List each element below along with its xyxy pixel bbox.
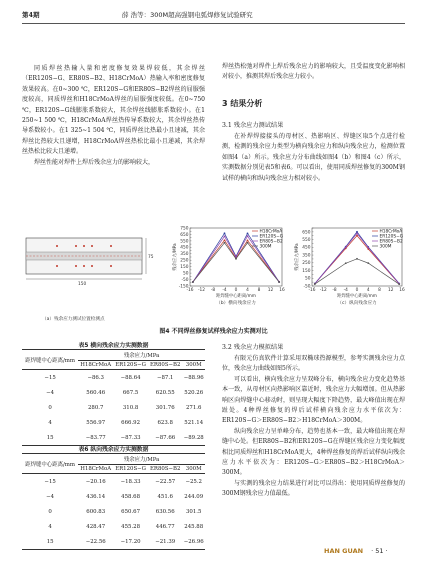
table-row — [22, 519, 205, 534]
table6-col: H18CrMoA — [80, 466, 112, 472]
y-tick-label: -50 — [181, 277, 189, 283]
table-cell: −87.66 — [155, 434, 176, 441]
table-cell: 4 — [48, 419, 52, 426]
table6-col: ER80S−B2 — [149, 466, 181, 472]
figure-4-svg — [22, 224, 405, 324]
table-cell: 446.77 — [155, 523, 175, 530]
table5-caption: 表5 横向残余应力实测数据 — [78, 343, 149, 349]
table-cell: 436.14 — [86, 493, 106, 500]
sample-width-label: 75 — [148, 255, 154, 260]
right-column-lower — [222, 354, 405, 500]
table-cell: 455.28 — [121, 523, 141, 530]
table-cell: 620.55 — [155, 389, 175, 396]
table-cell: −87.33 — [120, 434, 141, 441]
y-tick-label: 450 — [302, 245, 311, 251]
legend-label: ER80S−B2 — [379, 239, 403, 245]
data-point — [356, 231, 358, 233]
footer-brand: HAN GUAN — [324, 547, 364, 555]
left-column-text — [22, 64, 205, 168]
table-row — [22, 385, 205, 400]
table-cell: −15 — [44, 478, 56, 485]
table-cell: −21.39 — [155, 538, 176, 545]
right-paragraph-3: 有限元仿真软件计算采用双椭球热源模型，参考实测残余应力点位，残余应力曲线如图5所示。 — [222, 355, 405, 373]
table-cell: 560.46 — [86, 389, 106, 396]
x-tick-label: 16 — [399, 288, 405, 293]
table-cell: 15 — [46, 434, 54, 441]
table-cell: −15 — [44, 374, 56, 381]
issue-number: 第4期 — [22, 11, 40, 19]
data-point — [224, 232, 226, 234]
data-point — [247, 240, 249, 242]
y-tick-label: 650 — [302, 230, 311, 236]
x-tick-label: 4 — [366, 288, 370, 293]
x-tick-label: 12 — [388, 288, 394, 293]
table-cell: −17.20 — [120, 538, 141, 545]
table-cell: 520.26 — [184, 389, 204, 396]
legend-label: ER80S−B2 — [259, 239, 283, 245]
y-tick-label: 150 — [302, 268, 311, 274]
data-point — [224, 242, 226, 244]
data-point — [356, 258, 358, 260]
figure-caption: 图4 不同焊丝修复试样残余应力实测对比 — [159, 328, 268, 335]
table-cell: 650.67 — [121, 508, 141, 515]
header-rule — [22, 23, 405, 24]
figure-4 — [22, 224, 405, 322]
table-cell: 244.09 — [184, 493, 204, 500]
data-point — [356, 235, 358, 237]
y-tick-label: 250 — [302, 261, 311, 267]
right-paragraph-2: 在补焊焊接接头的母材区、热影响区、焊缝区取5个点进行检测，检测的残余应力类型为横向残余应力和纵向残余应力，检测位置如图4（a）所示。残余应力分布曲线如图4（b）和图4（c）所示，实测数据分别见表5和表6。可以看出，使用同质焊丝修复的300M钢试样的横向和纵向残余应力相对较小。 — [222, 133, 405, 182]
y-tick-label: 750 — [180, 226, 189, 232]
table5-row-header: 距焊缝中心距离/mm — [22, 350, 78, 370]
y-tick-label: 50 — [305, 276, 311, 282]
table-row — [22, 370, 205, 386]
x-tick-label: -8 — [210, 288, 216, 293]
x-tick-label: -16 — [308, 288, 316, 293]
table-cell: −86.3 — [87, 374, 104, 381]
table-row — [22, 400, 205, 415]
legend-label: ER120S−G — [379, 234, 404, 240]
table5-col: ER80S−B2 — [149, 362, 181, 368]
y-tick-label: 550 — [180, 239, 189, 245]
table6-row-header: 距焊缝中心距离/mm — [22, 454, 78, 474]
x-tick-label: 16 — [279, 288, 285, 293]
right-column-top — [222, 62, 405, 83]
data-point — [224, 239, 226, 241]
table-cell: 0 — [48, 508, 52, 515]
x-tick-label: -8 — [332, 288, 337, 293]
table-cell: 667.5 — [122, 389, 139, 396]
table-cell: −87.1 — [156, 374, 174, 381]
data-point — [398, 283, 400, 285]
table-cell: 0 — [48, 404, 52, 411]
x-tick-label: 8 — [257, 288, 261, 293]
table-cell: −22.57 — [155, 478, 176, 485]
table-cell: 4 — [48, 523, 52, 530]
x-tick-label: -16 — [186, 288, 194, 293]
legend-label: 300M — [259, 244, 272, 250]
table-cell: −83.77 — [85, 434, 106, 441]
left-paragraph: 同质焊丝热输入量和密度修复效果焊较低，其余焊丝（ER120S−G、ER80S−B2、H18CrMoA）热输入率和密度修复效果较高。在0~300 ℃，ER120S−G和ER80S−B2焊丝的屈服强度较高，同质焊丝和H18CrMoA焊丝的屈服强度较低。在0~750 ℃，ER120S−G线膨胀系数较大，其余焊丝线膨胀系数较小。在1 250~1 500 ℃，H18CrMoA焊丝热传导系数较大，其余焊丝热传导系数较小。在1 325~1 504 ℃，同质焊丝比热最小且速减，其余焊丝比热较大且递增，H18CrMoA焊丝热松比最小且递减，其余焊丝热松比较大且递增。 — [22, 65, 205, 156]
y-tick-label: 350 — [302, 253, 311, 259]
data-point — [192, 281, 194, 283]
x-tick-label: -12 — [319, 288, 327, 293]
table5 — [22, 349, 205, 446]
x-tick-label: 12 — [267, 288, 274, 293]
subsection-heading-3-1: 3.1 残余应力测试结果 — [222, 122, 284, 129]
legend-label: H18CrMoA — [379, 229, 403, 235]
table-cell: −22.56 — [85, 538, 106, 545]
table-row — [22, 415, 205, 430]
page-header — [22, 10, 405, 22]
table-cell: 521.14 — [184, 419, 204, 426]
subsection-heading-3-2: 3.2 残余应力模拟结果 — [222, 344, 284, 351]
left-last-line: 焊丝性能对焊件上焊后残余应力的影响较大， — [34, 158, 155, 166]
table-cell: −88.96 — [183, 374, 204, 381]
right-paragraph-5: 纵向残余应力呈单峰分布，趋势也基本一致，最大峰值出现在焊缝中心处。但ER80S−B2和ER120S−G在焊缝区残余应力变化幅度相比同质焊丝和H18CrMoA更大，4种焊丝修复的焊后试样纵向残余应力水平依次为：ER120S−G＞ER80S−B2＞H18CrMoA＞300M。 — [222, 427, 405, 477]
y-tick-label: 550 — [302, 238, 311, 243]
y-tick-label: 250 — [180, 258, 189, 264]
table6-col: 300M — [185, 466, 202, 472]
table-cell: 310.8 — [122, 404, 139, 411]
table5-group-header: 残余应力/MPa — [78, 350, 205, 361]
x-axis-label: 距焊缝中心距离/mm — [216, 294, 256, 299]
table6-caption: 表6 纵向残余应力实测数据 — [78, 447, 149, 453]
page-number: · 51 · — [371, 547, 388, 555]
x-axis-label: 距焊缝中心距离/mm — [337, 294, 377, 299]
data-point — [345, 246, 347, 248]
x-tick-label: 4 — [246, 288, 249, 293]
subcaption-a: （a）残余应力测试位置检测点 — [42, 317, 105, 322]
table-row — [22, 504, 205, 519]
series-line — [315, 259, 399, 284]
chart-subcaption: （b）横向残余应力 — [216, 301, 256, 306]
table-cell: 623.8 — [157, 419, 173, 426]
x-tick-label: 0 — [234, 288, 238, 293]
table5-col: ER120S−G — [115, 362, 146, 368]
y-axis-label: 残余应力/MPa — [173, 243, 178, 271]
x-tick-label: -4 — [343, 288, 348, 293]
table6 — [22, 453, 205, 550]
table-row — [22, 534, 205, 550]
table-cell: 301.76 — [155, 404, 175, 411]
table-cell: −4 — [46, 493, 55, 500]
sample-length-label: 150 — [78, 282, 87, 287]
data-point — [367, 262, 369, 264]
chart-subcaption: （c）纵向残余应力 — [337, 301, 377, 306]
table-cell: −18.33 — [120, 478, 141, 485]
data-point — [314, 283, 316, 285]
x-tick-label: 8 — [378, 288, 381, 293]
table-cell: 600.83 — [86, 508, 106, 515]
right-column-mid — [222, 132, 405, 184]
y-axis-label: 残余应力/MPa — [295, 243, 300, 271]
table-cell: 428.47 — [86, 523, 106, 530]
table-cell: 630.56 — [155, 508, 175, 515]
table-cell: 15 — [46, 538, 54, 545]
chart-transverse — [171, 225, 285, 306]
y-tick-label: 150 — [180, 265, 189, 271]
right-paragraph-6: 与实测的残余应力结果进行对比可以得出：使用同质焊丝修复的300M钢残余应力值最低。 — [222, 479, 405, 498]
table-cell: 666.92 — [121, 419, 141, 426]
data-point — [356, 232, 358, 234]
table-cell: 451.6 — [157, 493, 173, 500]
table-cell: −4 — [46, 389, 55, 396]
table-cell: −26.96 — [183, 538, 204, 545]
y-tick-label: -150 — [178, 284, 189, 290]
table-cell: −25.2 — [185, 478, 202, 485]
data-point — [247, 232, 249, 234]
legend-label: ER120S−G — [259, 234, 284, 240]
x-tick-label: -12 — [197, 288, 206, 293]
table-cell: −20.16 — [85, 478, 106, 485]
table5-col: H18CrMoA — [80, 362, 112, 368]
table-cell: 245.88 — [184, 523, 204, 530]
table-cell: −89.28 — [183, 434, 204, 441]
y-tick-label: 50 — [183, 271, 189, 277]
chart-longitudinal — [293, 228, 405, 306]
page-footer — [324, 547, 388, 555]
table-cell: −88.64 — [120, 374, 141, 381]
data-point — [345, 262, 347, 264]
table-cell: 301.5 — [185, 508, 202, 515]
sample-drawing — [26, 238, 154, 322]
legend-label: H18CrMoA — [259, 229, 283, 235]
table6-col: ER120S−G — [115, 466, 146, 472]
table-cell: 271.6 — [185, 404, 202, 411]
y-tick-label: -50 — [303, 284, 311, 290]
section-heading: 3 结果分析 — [222, 99, 263, 108]
x-tick-label: -4 — [222, 288, 227, 293]
data-point — [247, 235, 249, 237]
right-paragraph-4: 可以看出，横向残余应力呈双峰分布，横向残余应力变化趋势基本一致，从母材区向热影响区靠近时，残余应力大幅增加。但从热影响区向焊缝中心移动时，则呈现大幅度下降趋势，最大峰值出现在焊趾处。4种焊丝修复的焊后试样横向残余应力水平依次为：ER120S−G＞ER80S−B2＞H18CrMoA＞300M。 — [222, 375, 405, 425]
table5-col: 300M — [185, 362, 202, 368]
table-cell: 556.97 — [86, 419, 106, 426]
legend-label: 300M — [379, 244, 392, 250]
data-point — [367, 247, 369, 249]
y-tick-label: 650 — [180, 232, 189, 238]
data-point — [224, 235, 226, 237]
right-paragraph-1: 焊丝热松弛对焊件上焊后残余应力的影响较大，且受温度变化影响相对较小，推测其焊后残余应力较小。 — [222, 63, 405, 81]
running-title: 薛 浩等：300M超高强钢电弧焊修复试验研究 — [122, 11, 253, 19]
data-point — [278, 281, 280, 283]
table-row — [22, 489, 205, 504]
data-point — [235, 258, 237, 260]
table-cell: 280.7 — [88, 404, 104, 411]
table-cell: 458.68 — [121, 493, 141, 500]
x-tick-label: 0 — [355, 288, 359, 293]
table6-group-header: 残余应力/MPa — [78, 454, 205, 465]
y-tick-label: 350 — [180, 252, 189, 258]
data-point — [247, 242, 249, 244]
y-tick-label: 450 — [180, 245, 189, 251]
table-row — [22, 474, 205, 490]
